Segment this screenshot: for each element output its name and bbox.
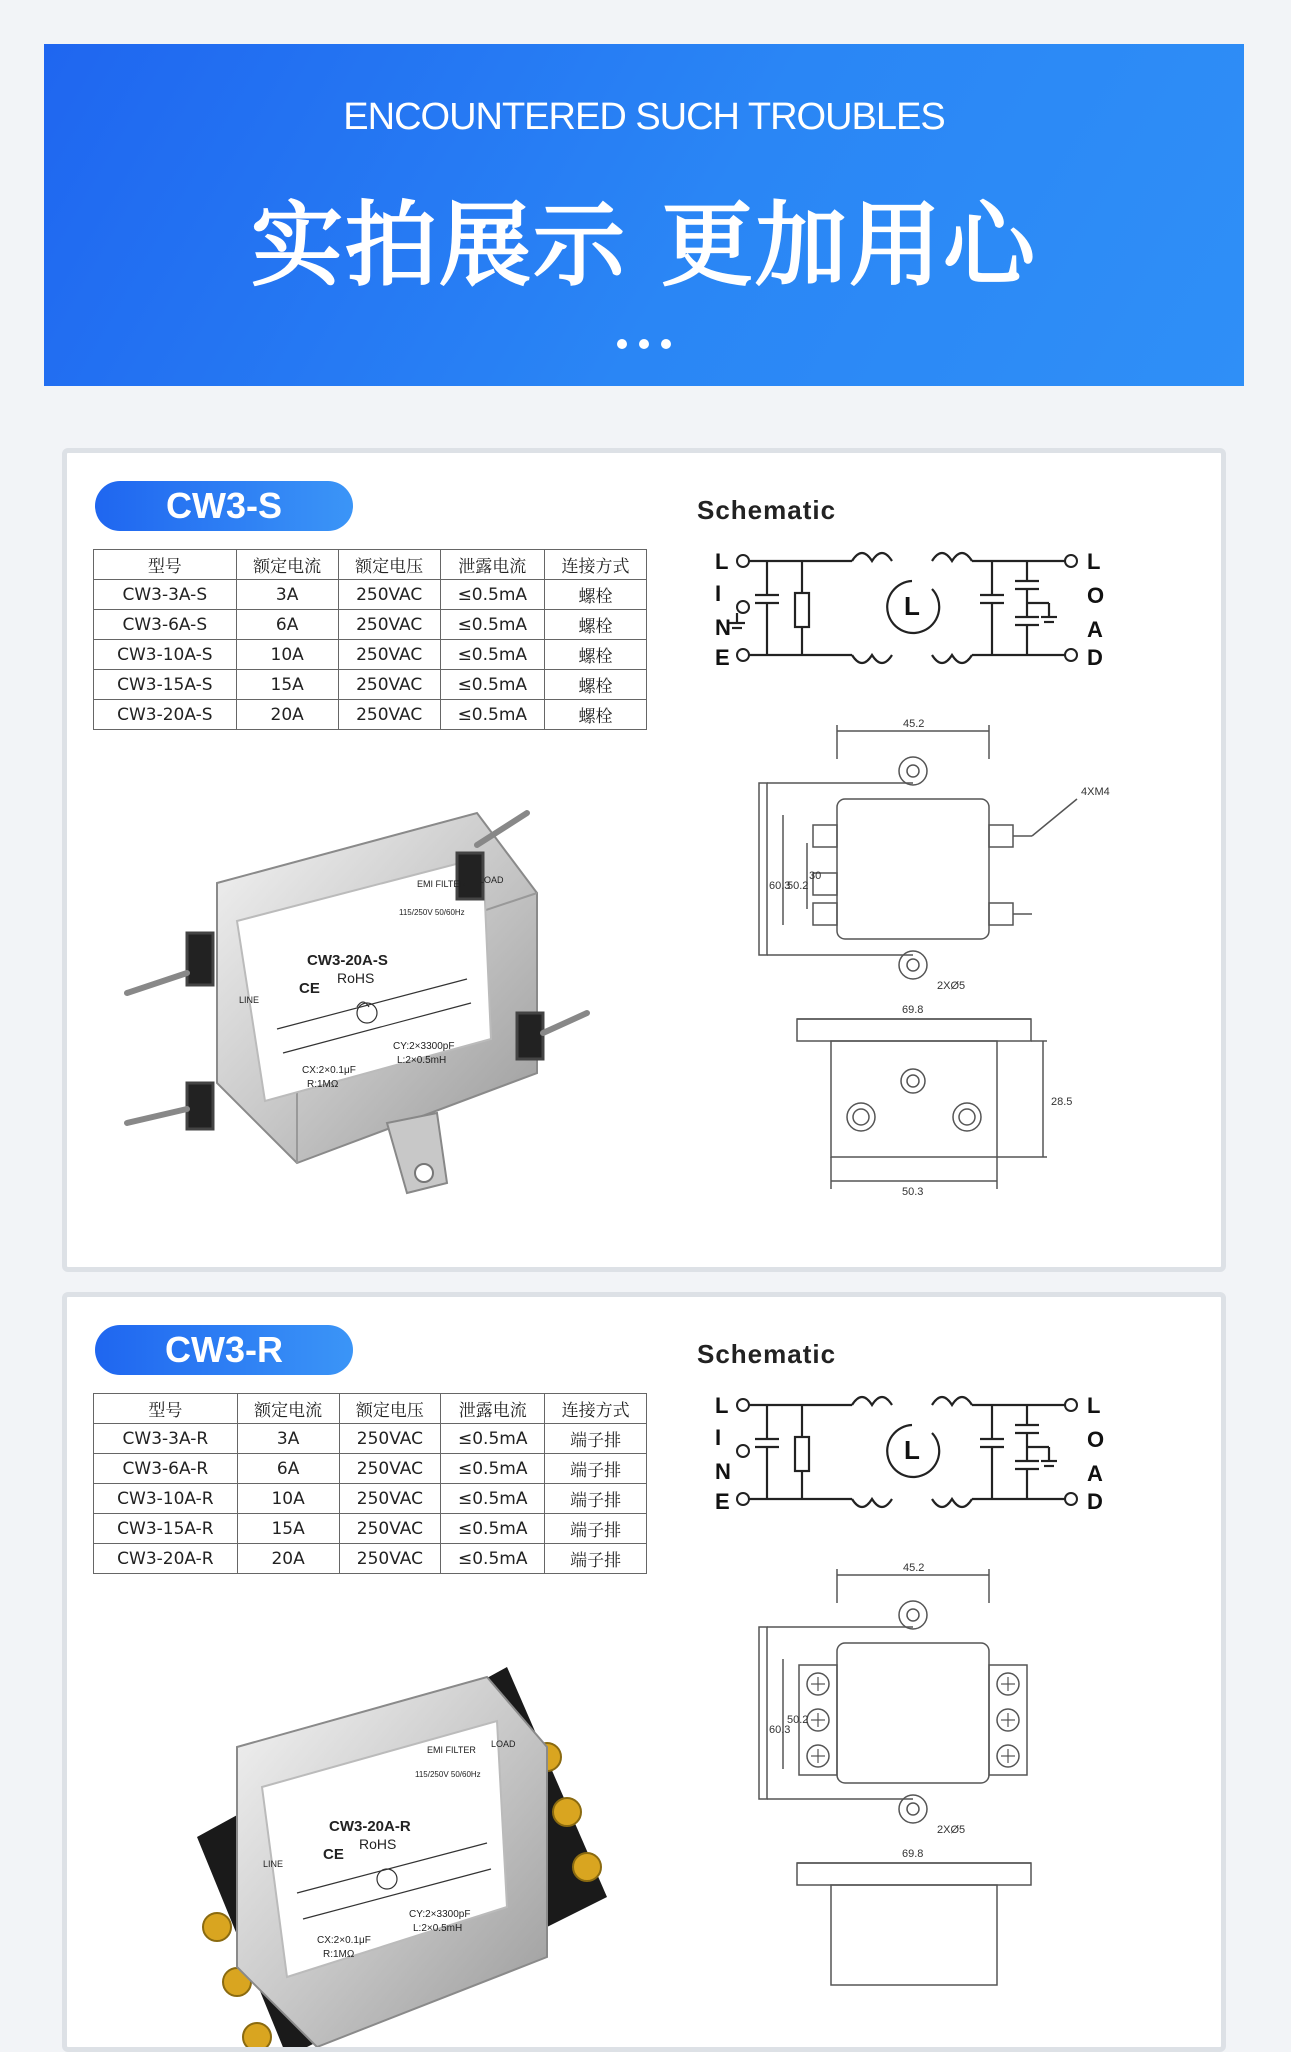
cell: CW3-6A-R (94, 1454, 238, 1484)
cell: 螺栓 (544, 610, 646, 640)
schematic-right-label: D (1087, 645, 1103, 670)
dim-w1: 69.8 (902, 1004, 924, 1016)
dim-h2: 50.2 (787, 1714, 809, 1726)
cell: ≤0.5mA (440, 610, 544, 640)
cell: 250VAC (339, 1514, 441, 1544)
cell: 15A (236, 670, 338, 700)
photo-label-r: R:1MΩ (323, 1949, 355, 1960)
schematic-right-label: O (1087, 583, 1105, 608)
schematic-title: Schematic (697, 495, 837, 525)
col-header: 连接方式 (545, 1394, 647, 1424)
photo-label-cy: CY:2×3300pF (409, 1909, 471, 1920)
cell: ≤0.5mA (441, 1454, 545, 1484)
table-row (94, 1484, 647, 1514)
schematic-left-label: I (715, 581, 722, 606)
cell: 20A (237, 1544, 339, 1574)
cell: 3A (237, 1424, 339, 1454)
cell: CW3-20A-R (94, 1544, 238, 1574)
product-photo (87, 1597, 647, 2052)
cell: 250VAC (339, 1424, 441, 1454)
header-banner (44, 44, 1244, 386)
photo-label-l: L:2×0.5mH (413, 1923, 463, 1934)
schematic-left-label: L (715, 549, 729, 574)
col-header: 泄露电流 (441, 1394, 545, 1424)
photo-label-voltage: 115/250V 50/60Hz (415, 1770, 481, 1779)
cell: 端子排 (545, 1514, 647, 1544)
dim-hole: 2XØ5 (937, 980, 966, 992)
cell: ≤0.5mA (440, 640, 544, 670)
cell: ≤0.5mA (441, 1514, 545, 1544)
schematic-center-label: L (904, 591, 920, 621)
schematic-title: Schematic (697, 1339, 837, 1369)
cell: CW3-15A-R (94, 1514, 238, 1544)
photo-label-voltage: 115/250V 50/60Hz (399, 908, 465, 917)
cell: 250VAC (339, 1454, 441, 1484)
dim-w1: 69.8 (902, 1848, 924, 1860)
schematic-right-label: L (1087, 1393, 1101, 1418)
dim-depth: 28.5 (1051, 1096, 1073, 1108)
cell: CW3-6A-S (94, 610, 237, 640)
col-header: 型号 (94, 1394, 238, 1424)
product-card-cw3-r (62, 1292, 1226, 2052)
cell: 螺栓 (544, 580, 646, 610)
dim-h3: 30 (809, 870, 822, 882)
schematic-left-label: E (715, 645, 730, 670)
dim-w2: 50.3 (902, 1186, 924, 1198)
table-row (94, 670, 647, 700)
cell: ≤0.5mA (441, 1544, 545, 1574)
cell: 3A (236, 580, 338, 610)
cell: CW3-10A-S (94, 640, 237, 670)
col-header: 型号 (94, 550, 237, 580)
schematic-right-label: D (1087, 1489, 1103, 1514)
cell: 20A (236, 700, 338, 730)
cell: 6A (237, 1454, 339, 1484)
schematic-diagram (707, 543, 1127, 673)
photo-label-ce: CE (323, 1846, 344, 1863)
photo-label-line: LINE (263, 1859, 284, 1869)
model-pill: CW3-R (95, 1325, 353, 1375)
photo-label-cx: CX:2×0.1μF (302, 1065, 356, 1076)
cell: CW3-3A-R (94, 1424, 238, 1454)
cell: 端子排 (545, 1484, 647, 1514)
schematic-left-label: L (715, 1393, 729, 1418)
cell: ≤0.5mA (440, 700, 544, 730)
cell: ≤0.5mA (441, 1424, 545, 1454)
banner-dots (44, 334, 1244, 353)
schematic-diagram (707, 1387, 1127, 1517)
cell: 螺栓 (544, 640, 646, 670)
dim-h2: 50.2 (787, 880, 809, 892)
dim-h1: 60.3 (769, 880, 791, 892)
table-row (94, 1544, 647, 1574)
cell: 6A (236, 610, 338, 640)
photo-label-rohs: RoHS (359, 1836, 397, 1852)
photo-label-emi: EMI FILTER (417, 879, 466, 889)
photo-label-model: CW3-20A-R (329, 1818, 411, 1835)
col-header: 连接方式 (544, 550, 646, 580)
cell: 250VAC (339, 1484, 441, 1514)
photo-label-l: L:2×0.5mH (397, 1055, 447, 1066)
cell: 250VAC (338, 610, 440, 640)
col-header: 额定电压 (338, 550, 440, 580)
cell: 10A (237, 1484, 339, 1514)
dim-top: 45.2 (903, 719, 925, 730)
cell: CW3-3A-S (94, 580, 237, 610)
model-pill: CW3-S (95, 481, 353, 531)
table-row (94, 1454, 647, 1484)
photo-label-ce: CE (299, 980, 320, 997)
table-row (94, 700, 647, 730)
cell: 螺栓 (544, 670, 646, 700)
cell: 250VAC (338, 640, 440, 670)
spec-table (93, 1393, 647, 1574)
col-header: 额定电流 (236, 550, 338, 580)
table-row (94, 640, 647, 670)
schematic-right-label: L (1087, 549, 1101, 574)
photo-label-rohs: RoHS (337, 970, 375, 986)
col-header: 泄露电流 (440, 550, 544, 580)
cell: CW3-10A-R (94, 1484, 238, 1514)
table-row (94, 1514, 647, 1544)
dimension-drawing (747, 719, 1187, 1239)
photo-label-cy: CY:2×3300pF (393, 1041, 455, 1052)
cell: 螺栓 (544, 700, 646, 730)
cell: ≤0.5mA (440, 580, 544, 610)
dim-h1: 60.3 (769, 1724, 791, 1736)
cell: 250VAC (339, 1544, 441, 1574)
cell: 250VAC (338, 580, 440, 610)
photo-label-emi: EMI FILTER (427, 1745, 476, 1755)
col-header: 额定电流 (237, 1394, 339, 1424)
cell: 10A (236, 640, 338, 670)
photo-label-model: CW3-20A-S (307, 952, 388, 969)
cell: 端子排 (545, 1544, 647, 1574)
photo-label-line: LINE (239, 995, 260, 1005)
spec-table (93, 549, 647, 730)
schematic-right-label: O (1087, 1427, 1105, 1452)
photo-label-load: LOAD (479, 875, 504, 885)
photo-label-cx: CX:2×0.1μF (317, 1935, 371, 1946)
cell: 15A (237, 1514, 339, 1544)
schematic-left-label: N (715, 615, 731, 640)
cell: ≤0.5mA (441, 1484, 545, 1514)
dim-hole: 2XØ5 (937, 1824, 966, 1836)
schematic-right-label: A (1087, 617, 1103, 642)
cell: 端子排 (545, 1424, 647, 1454)
cell: CW3-15A-S (94, 670, 237, 700)
cell: CW3-20A-S (94, 700, 237, 730)
banner-chinese-title: 实拍展示 更加用心 (250, 192, 1038, 299)
schematic-left-label: E (715, 1489, 730, 1514)
col-header: 额定电压 (339, 1394, 441, 1424)
product-photo (87, 753, 647, 1272)
table-row (94, 580, 647, 610)
schematic-right-label: A (1087, 1461, 1103, 1486)
dim-mount: 4XM4 (1081, 786, 1110, 798)
photo-label-r: R:1MΩ (307, 1079, 339, 1090)
dim-top: 45.2 (903, 1563, 925, 1574)
table-row (94, 1424, 647, 1454)
table-row (94, 610, 647, 640)
schematic-left-label: N (715, 1459, 731, 1484)
cell: 端子排 (545, 1454, 647, 1484)
cell: 250VAC (338, 700, 440, 730)
dimension-drawing (747, 1563, 1187, 2043)
cell: ≤0.5mA (440, 670, 544, 700)
schematic-center-label: L (904, 1435, 920, 1465)
cell: 250VAC (338, 670, 440, 700)
product-card-cw3-s (62, 448, 1226, 1272)
schematic-left-label: I (715, 1425, 722, 1450)
photo-label-load: LOAD (491, 1739, 516, 1749)
banner-english-title: ENCOUNTERED SUCH TROUBLES (343, 96, 945, 138)
